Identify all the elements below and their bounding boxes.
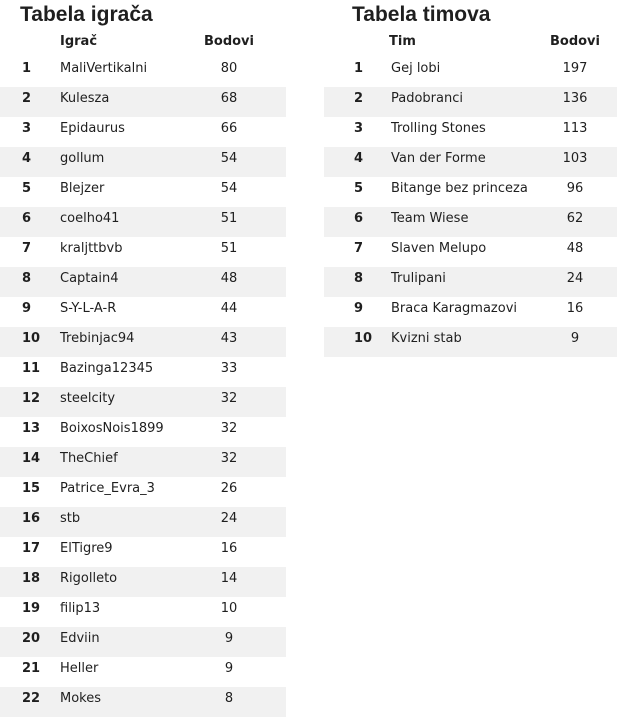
name-cell: Padobranci xyxy=(391,91,463,106)
points-cell: 24 xyxy=(220,511,238,526)
teams-col-points: Bodovi xyxy=(549,34,600,49)
name-cell: gollum xyxy=(60,151,105,166)
points-cell: 10 xyxy=(220,601,238,616)
table-row xyxy=(0,57,286,87)
points-cell: 62 xyxy=(566,211,584,226)
table-row xyxy=(0,297,286,327)
table-row xyxy=(324,267,617,297)
name-cell: Slaven Melupo xyxy=(391,241,487,256)
name-cell: Kvizni stab xyxy=(391,331,462,346)
rank-cell: 8 xyxy=(22,271,32,286)
points-cell: 43 xyxy=(220,331,238,346)
teams-col-name: Tim xyxy=(389,34,416,49)
table-row xyxy=(324,297,617,327)
rank-cell: 6 xyxy=(354,211,364,226)
rank-cell: 5 xyxy=(354,181,364,196)
points-cell: 51 xyxy=(220,241,238,256)
points-cell: 54 xyxy=(220,181,238,196)
name-cell: kraljttbvb xyxy=(60,241,123,256)
rank-cell: 14 xyxy=(22,451,41,466)
points-cell: 33 xyxy=(220,361,238,376)
points-cell: 16 xyxy=(566,301,584,316)
points-cell: 68 xyxy=(220,91,238,106)
points-cell: 14 xyxy=(220,571,238,586)
table-row xyxy=(0,657,286,687)
rank-cell: 4 xyxy=(22,151,32,166)
table-row xyxy=(0,597,286,627)
teams-table xyxy=(324,0,617,357)
table-row xyxy=(324,117,617,147)
points-cell: 54 xyxy=(220,151,238,166)
table-row xyxy=(324,237,617,267)
name-cell: S-Y-L-A-R xyxy=(60,301,117,316)
name-cell: Mokes xyxy=(60,691,102,706)
table-row xyxy=(324,57,617,87)
name-cell: coelho41 xyxy=(60,211,120,226)
name-cell: stb xyxy=(60,511,81,526)
table-row xyxy=(0,447,286,477)
name-cell: Patrice_Evra_3 xyxy=(60,481,155,496)
points-cell: 9 xyxy=(570,331,580,346)
points-cell: 32 xyxy=(220,421,238,436)
rank-cell: 15 xyxy=(22,481,41,496)
points-cell: 66 xyxy=(220,121,238,136)
rank-cell: 3 xyxy=(354,121,364,136)
table-row xyxy=(324,147,617,177)
rank-cell: 19 xyxy=(22,601,41,616)
table-row xyxy=(0,417,286,447)
name-cell: Braca Karagmazovi xyxy=(391,301,518,316)
rank-cell: 11 xyxy=(22,361,41,376)
points-cell: 32 xyxy=(220,391,238,406)
table-row xyxy=(0,387,286,417)
name-cell: Epidaurus xyxy=(60,121,125,136)
name-cell: filip13 xyxy=(60,601,101,616)
rank-cell: 1 xyxy=(354,61,364,76)
name-cell: Trebinjac94 xyxy=(60,331,135,346)
points-cell: 9 xyxy=(224,631,234,646)
rank-cell: 5 xyxy=(22,181,32,196)
teams-table-title: Tabela timova xyxy=(352,3,491,26)
table-row xyxy=(0,327,286,357)
points-cell: 48 xyxy=(220,271,238,286)
rank-cell: 21 xyxy=(22,661,41,676)
name-cell: Captain4 xyxy=(60,271,119,286)
points-cell: 26 xyxy=(220,481,238,496)
players-table-title: Tabela igrača xyxy=(20,3,153,26)
points-cell: 51 xyxy=(220,211,238,226)
rank-cell: 16 xyxy=(22,511,41,526)
rank-cell: 6 xyxy=(22,211,32,226)
players-table xyxy=(0,0,286,717)
name-cell: Gej lobi xyxy=(391,61,441,76)
table-row xyxy=(0,87,286,117)
table-row xyxy=(0,177,286,207)
name-cell: Trolling Stones xyxy=(391,121,486,136)
points-cell: 103 xyxy=(562,151,588,166)
players-table-header xyxy=(0,29,286,57)
table-row xyxy=(0,507,286,537)
rank-cell: 10 xyxy=(22,331,41,346)
points-cell: 136 xyxy=(562,91,588,106)
points-cell: 48 xyxy=(566,241,584,256)
name-cell: Kulesza xyxy=(60,91,110,106)
table-row xyxy=(0,267,286,297)
points-cell: 113 xyxy=(562,121,588,136)
rank-cell: 12 xyxy=(22,391,41,406)
rank-cell: 7 xyxy=(354,241,364,256)
players-col-name: Igrač xyxy=(60,34,98,49)
rank-cell: 9 xyxy=(354,301,364,316)
points-cell: 9 xyxy=(224,661,234,676)
rank-cell: 13 xyxy=(22,421,41,436)
table-row xyxy=(324,87,617,117)
rank-cell: 4 xyxy=(354,151,364,166)
rank-cell: 3 xyxy=(22,121,32,136)
rank-cell: 22 xyxy=(22,691,41,706)
points-cell: 8 xyxy=(224,691,234,706)
players-rows xyxy=(0,57,286,717)
table-row xyxy=(0,567,286,597)
name-cell: Heller xyxy=(60,661,99,676)
table-row xyxy=(324,177,617,207)
name-cell: Rigolleto xyxy=(60,571,118,586)
table-row xyxy=(0,627,286,657)
name-cell: steelcity xyxy=(60,391,116,406)
table-row xyxy=(0,687,286,717)
name-cell: BoixosNois1899 xyxy=(60,421,164,436)
players-col-points: Bodovi xyxy=(203,34,254,49)
name-cell: Trulipani xyxy=(391,271,446,286)
table-row xyxy=(0,147,286,177)
teams-rows xyxy=(324,57,617,357)
table-row xyxy=(0,237,286,267)
table-row xyxy=(324,327,617,357)
points-cell: 96 xyxy=(566,181,584,196)
name-cell: Edviin xyxy=(60,631,100,646)
rank-cell: 20 xyxy=(22,631,41,646)
points-cell: 44 xyxy=(220,301,238,316)
table-row xyxy=(0,477,286,507)
rank-cell: 2 xyxy=(22,91,32,106)
rank-cell: 10 xyxy=(354,331,373,346)
name-cell: Van der Forme xyxy=(391,151,486,166)
points-cell: 24 xyxy=(566,271,584,286)
rank-cell: 1 xyxy=(22,61,32,76)
name-cell: Bitange bez princeza xyxy=(391,181,528,196)
points-cell: 197 xyxy=(562,61,588,76)
table-row xyxy=(0,207,286,237)
name-cell: MaliVertikalni xyxy=(60,61,148,76)
name-cell: ElTigre9 xyxy=(60,541,113,556)
name-cell: Bazinga12345 xyxy=(60,361,154,376)
rank-cell: 8 xyxy=(354,271,364,286)
rank-cell: 17 xyxy=(22,541,41,556)
rank-cell: 7 xyxy=(22,241,32,256)
name-cell: Blejzer xyxy=(60,181,105,196)
points-cell: 80 xyxy=(220,61,238,76)
table-row xyxy=(324,207,617,237)
name-cell: Team Wiese xyxy=(391,211,469,226)
teams-table-header xyxy=(324,29,617,57)
name-cell: TheChief xyxy=(60,451,118,466)
rank-cell: 18 xyxy=(22,571,41,586)
table-row xyxy=(0,357,286,387)
table-row xyxy=(0,537,286,567)
rank-cell: 2 xyxy=(354,91,364,106)
rank-cell: 9 xyxy=(22,301,32,316)
points-cell: 16 xyxy=(220,541,238,556)
table-row xyxy=(0,117,286,147)
points-cell: 32 xyxy=(220,451,238,466)
